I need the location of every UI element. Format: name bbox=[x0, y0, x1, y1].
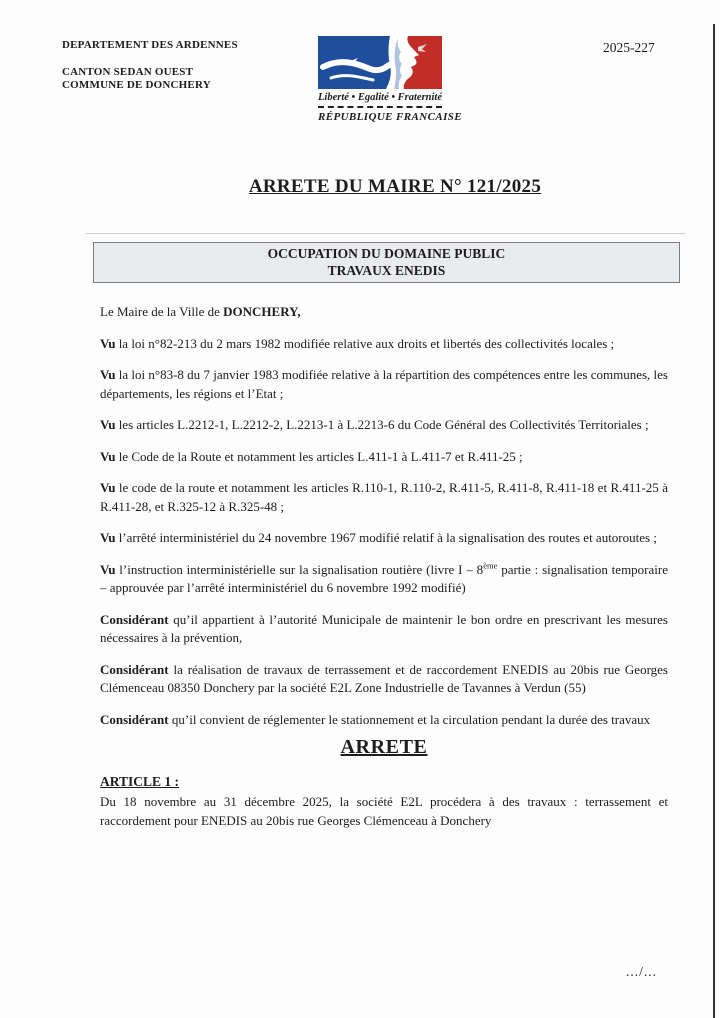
paragraph bbox=[100, 303, 668, 322]
republique-francaise-logo bbox=[318, 36, 463, 123]
text-segment: Vu bbox=[100, 561, 116, 577]
paragraph bbox=[100, 479, 668, 516]
paragraph bbox=[100, 711, 668, 730]
paragraph bbox=[100, 448, 668, 467]
paragraph bbox=[100, 611, 668, 648]
text-segment: ème bbox=[483, 560, 498, 571]
canton-label: CANTON SEDAN OUEST bbox=[62, 65, 194, 78]
continuation-mark: .../... bbox=[625, 964, 657, 979]
text-segment: Vu bbox=[100, 480, 116, 495]
document-number: 2025-227 bbox=[603, 40, 655, 55]
article-1-text: Du 18 novembre au 31 décembre 2025, la société E2L procédera à des travaux : terrassement et raccordement pour ENEDIS au 20bis rue Georges Clémenceau à Donchery bbox=[100, 794, 668, 828]
text-segment: partie : signalisation temporaire – approuvée par l’arrêté interministériel du 6 novembre 1992 modifié) bbox=[100, 561, 668, 595]
arrete-heading: ARRETE bbox=[340, 736, 428, 758]
text-segment: l’instruction interministérielle sur la signalisation routière (livre I – 8 bbox=[115, 561, 484, 577]
motto-label: Liberté • Egalité • Fraternité bbox=[318, 92, 443, 103]
subject-line-2: TRAVAUX ENEDIS bbox=[327, 263, 446, 278]
text-segment: la loi n°83-8 du 7 janvier 1983 modifiée relative à la répartition des compétences entre les communes, les départements, les régions et l’Etat ; bbox=[100, 367, 668, 401]
paragraph bbox=[100, 416, 668, 435]
text-segment: Vu bbox=[100, 448, 116, 464]
text-segment: l’arrêté interministériel du 24 novembre 1967 modifié relatif à la signalisation des routes et autoroutes ; bbox=[115, 530, 657, 545]
dashed-separator bbox=[318, 106, 442, 108]
article-1-heading: ARTICLE 1 : bbox=[100, 773, 180, 789]
text-segment: qu’il appartient à l’autorité Municipale de maintenir le bon ordre en prescrivant les mesures nécessaires à la prévention, bbox=[100, 611, 668, 645]
commune-label: COMMUNE DE DONCHERY bbox=[62, 79, 211, 91]
text-segment: les articles L.2212-1, L.2212-2, L.2213-1 à L.2213-6 du Code Général des Collectivités Territoriales ; bbox=[115, 417, 649, 432]
department-label: DEPARTEMENT DES ARDENNES bbox=[62, 39, 238, 51]
paragraph bbox=[100, 529, 668, 548]
text-segment: Vu bbox=[100, 367, 116, 382]
scan-artifact-line bbox=[86, 233, 686, 234]
subject-line-1: OCCUPATION DU DOMAINE PUBLIC bbox=[267, 246, 506, 261]
body-paragraphs bbox=[100, 303, 668, 729]
text-segment: qu’il convient de réglementer le stationnement et la circulation pendant la durée des travaux bbox=[168, 711, 651, 727]
marianne-flag-icon bbox=[318, 36, 442, 89]
text-segment: DONCHERY, bbox=[223, 304, 301, 319]
subject-box bbox=[93, 242, 680, 283]
text-segment: Considérant bbox=[100, 611, 169, 627]
administrative-header bbox=[62, 39, 238, 93]
document-body bbox=[100, 303, 668, 843]
text-segment: la loi n°82-213 du 2 mars 1982 modifiée relative aux droits et libertés des collectivités locales ; bbox=[115, 335, 615, 351]
paragraph bbox=[100, 366, 668, 403]
text-segment: le Code de la Route et notamment les articles L.411-1 à L.411-7 et R.411-25 ; bbox=[115, 448, 523, 464]
articles bbox=[100, 773, 668, 831]
text-segment: Vu bbox=[100, 335, 116, 351]
text-segment: Considérant bbox=[100, 711, 169, 727]
text-segment: Vu bbox=[100, 530, 116, 545]
text-segment: Le Maire de la Ville de bbox=[100, 304, 224, 319]
text-segment: la réalisation de travaux de terrassement et de raccordement ENEDIS au 20bis rue Georges Clémenceau 08350 Donchery par la société E2L Zone Industrielle de Tavannes à Verdun (55) bbox=[100, 661, 668, 695]
scan-edge-line bbox=[713, 24, 715, 1018]
paragraph bbox=[100, 661, 668, 698]
republic-label: RÉPUBLIQUE FRANCAISE bbox=[318, 111, 463, 123]
text-segment: Vu bbox=[100, 417, 116, 432]
paragraph bbox=[100, 335, 668, 354]
paragraph bbox=[100, 561, 668, 598]
decree-title: ARRETE DU MAIRE N° 121/2025 bbox=[248, 176, 542, 197]
text-segment: Considérant bbox=[100, 661, 169, 677]
text-segment: le code de la route et notamment les articles R.110-1, R.110-2, R.411-5, R.411-8, R.411-18 et R.411-25 à R.411-28, et R.325-12 à R.325-48 ; bbox=[100, 480, 668, 514]
